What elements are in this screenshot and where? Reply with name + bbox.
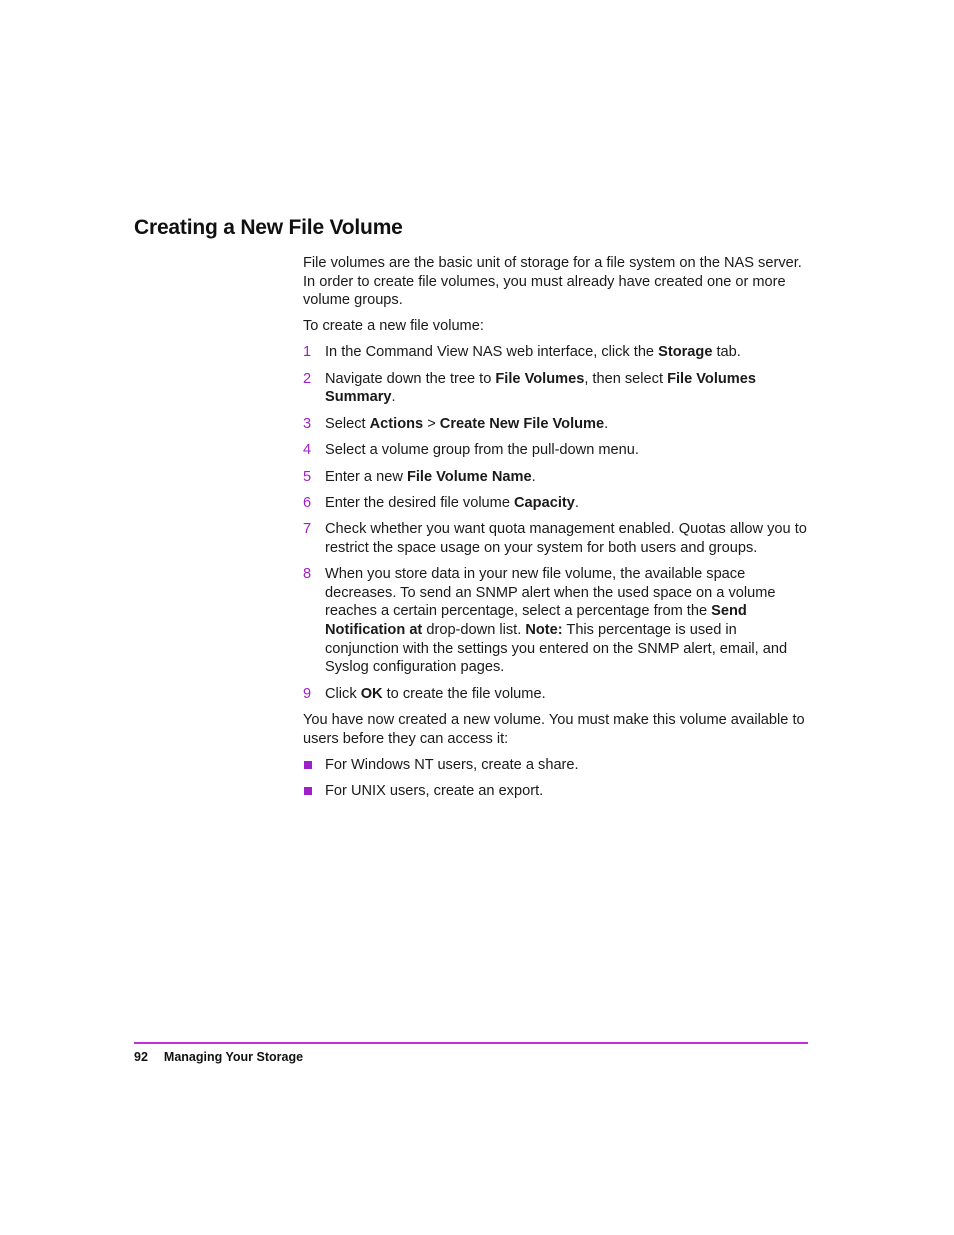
square-bullet-icon [304, 787, 312, 795]
step-item: 9 Click OK to create the file volume. [303, 685, 546, 702]
step-item: 5 Enter a new File Volume Name. [303, 468, 536, 485]
step-number: 5 [303, 468, 312, 485]
step-item: 6 Enter the desired file volume Capacity. [303, 494, 579, 511]
step-item: 1 In the Command View NAS web interface, click the Storage tab. [303, 344, 741, 361]
step-number: 1 [303, 344, 312, 361]
step-number: 4 [303, 442, 312, 459]
footer-rule [134, 1042, 808, 1044]
steps-list [303, 343, 813, 703]
page-footer [134, 1050, 303, 1064]
bullet-item: For Windows NT users, create a share. [303, 756, 813, 775]
step-item: 3 Select Actions > Create New File Volume. [303, 415, 609, 432]
page-heading: Creating a New File Volume [134, 216, 403, 239]
step-number: 3 [303, 415, 312, 432]
bullet-list [303, 756, 813, 801]
step-item: 7 Check whether you want quota management enabled. Quotas allow you to restrict the space usage on your system for both users and groups. [303, 521, 807, 556]
step-number: 7 [303, 521, 312, 538]
step-number: 2 [303, 370, 312, 387]
page-number: 92 [134, 1050, 148, 1064]
step-item: 2 Navigate down the tree to File Volumes, then select File Volumes Summary. [303, 370, 756, 406]
body-content [303, 254, 813, 809]
step-item: 4 Select a volume group from the pull-down menu. [303, 442, 639, 459]
step-number: 6 [303, 494, 312, 511]
intro-paragraph: File volumes are the basic unit of storage for a file system on the NAS server. In order to create file volumes, you must already have created one or more volume groups. [303, 255, 802, 309]
step-number: 9 [303, 685, 312, 702]
step-number: 8 [303, 566, 312, 583]
outro-paragraph: You have now created a new volume. You must make this volume available to users before they can access it: [303, 712, 805, 747]
lead-paragraph: To create a new file volume: [303, 318, 484, 335]
footer-section-title: Managing Your Storage [163, 1050, 304, 1064]
step-item: 8 When you store data in your new file volume, the available space decreases. To send an SNMP alert when the used space on a volume reaches a certain percentage, select a percentage from the Send Notification at drop-down list. Note: This percentage is used in conjunction with the settings you entered on the SNMP alert, email, and Syslog configuration pages. [303, 566, 788, 676]
square-bullet-icon [304, 761, 312, 769]
bullet-item: For UNIX users, create an export. [303, 782, 813, 801]
